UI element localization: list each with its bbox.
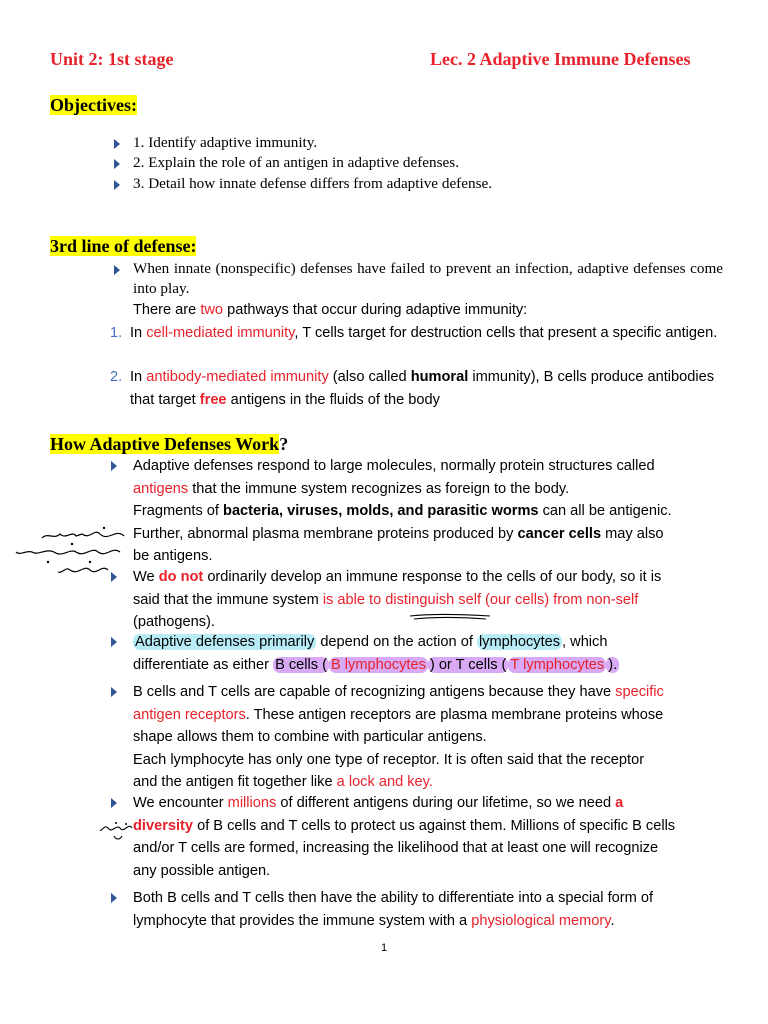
bullet-line <box>133 455 655 478</box>
bullet-icon <box>111 893 117 903</box>
objective-item: 1. Identify adaptive immunity. <box>133 134 318 151</box>
bullet-icon <box>111 461 117 471</box>
bullet-line <box>133 837 658 860</box>
text-segment: differentiate as either <box>133 656 274 673</box>
text-segment: (pathogens). <box>133 614 215 630</box>
text-segment: ordinarily develop an immune response to the cells of our body, so it is <box>203 569 662 585</box>
text-segment: (also called <box>328 369 411 385</box>
bullet-line <box>133 478 569 501</box>
objectives-heading: Objectives: <box>50 95 137 115</box>
text-segment: antigens <box>133 480 189 497</box>
text-segment: free <box>199 391 227 408</box>
text-segment: . These antigen receptors are plasma membrane proteins whose <box>245 706 664 723</box>
text-segment: be antigens. <box>133 548 213 564</box>
text-segment: cancer cells <box>517 525 602 542</box>
text-segment: pathways that occur during adaptive immunity: <box>223 302 528 318</box>
bullet-icon <box>114 180 120 190</box>
text-segment: antibody-mediated immunity <box>146 369 329 385</box>
bullet-icon <box>111 687 117 697</box>
bullet-line <box>133 566 661 589</box>
text-segment: a <box>615 795 624 811</box>
handwritten-underline <box>408 613 492 621</box>
bullet-line <box>133 726 487 749</box>
text-segment: ). <box>608 656 618 673</box>
objective-item: 3. Detail how innate defense differs from adaptive defense. <box>133 175 493 192</box>
text-segment: millions <box>227 795 277 811</box>
text-segment: humoral <box>410 369 469 385</box>
third-line-heading: 3rd line of defense: <box>50 236 197 256</box>
text-segment: Each lymphocyte has only one type of receptor. It is often said that the receptor <box>133 751 645 768</box>
pathways-sentence <box>133 299 527 322</box>
text-segment: can all be antigenic. <box>538 503 672 519</box>
text-segment: B cells and T cells are capable of recognizing antigens because they have <box>133 684 616 700</box>
text-segment: and the antigen fit together like <box>133 774 337 790</box>
text-segment: specific <box>615 684 664 700</box>
pathway-item <box>130 366 728 411</box>
text-segment: said that the immune system <box>133 591 323 608</box>
text-segment: diversity <box>133 817 194 834</box>
text-segment: may also <box>601 525 664 542</box>
third-line-intro: When innate (nonspecific) defenses have failed to prevent an infection, adaptive defenses come into play. <box>133 260 723 297</box>
text-segment: We <box>133 569 159 585</box>
bullet-line <box>133 500 672 523</box>
text-segment: We encounter <box>133 795 228 811</box>
text-segment: B lymphocytes <box>331 656 426 673</box>
text-segment: bacteria, viruses, molds, and parasitic worms <box>223 503 539 519</box>
text-segment: antigens in the fluids of the body <box>226 391 440 408</box>
text-segment: T lymphocytes <box>510 656 605 673</box>
bullet-line <box>133 631 607 654</box>
text-segment: a lock and key. <box>336 774 433 790</box>
text-segment: B cells ( <box>275 656 327 673</box>
text-segment: In <box>130 369 147 385</box>
bullet-line <box>133 815 675 838</box>
text-segment: of B cells and T cells to protect us against them. Millions of specific B cells <box>193 817 676 834</box>
text-segment: physiological memory <box>471 912 611 929</box>
text-segment: Adaptive defenses primarily <box>135 634 315 650</box>
text-segment: Further, abnormal plasma membrane proteins produced by <box>133 525 518 542</box>
bullet-line <box>133 545 213 568</box>
text-segment: is able to distinguish self (our cells) from non-self <box>322 591 639 608</box>
text-segment: . <box>610 912 615 929</box>
text-segment: Fragments of <box>133 503 224 519</box>
text-segment: immunity), B cells produce antibodies that target <box>130 369 715 408</box>
text-segment: Adaptive defenses respond to large molecules, normally protein structures called <box>133 458 655 474</box>
bullet-line <box>133 771 433 794</box>
text-segment: , T cells target for destruction cells that present a specific antigen. <box>294 325 718 341</box>
text-segment: that the immune system recognizes as foreign to the body. <box>188 480 570 497</box>
bullet-line <box>133 704 663 727</box>
text-segment: Both B cells and T cells then have the ability to differentiate into a special form of <box>133 890 654 906</box>
text-segment: lymphocyte that provides the immune system with a <box>133 912 472 929</box>
how-adaptive-heading: How Adaptive Defenses Work? <box>50 434 289 454</box>
text-segment: of different antigens during our lifetime, so we need <box>276 795 616 811</box>
text-segment: There are <box>133 302 201 318</box>
bullet-line <box>133 681 664 704</box>
text-segment: ) or T cells ( <box>429 656 507 673</box>
list-number: 2. <box>110 369 123 385</box>
list-number: 1. <box>110 325 123 341</box>
unit-label: Unit 2: 1st stage <box>50 49 174 69</box>
bullet-line <box>133 654 619 677</box>
text-segment: cell-mediated immunity <box>146 325 295 341</box>
text-segment: and/or T cells are formed, increasing the likelihood that at least one will recognize <box>133 840 659 856</box>
bullet-line <box>133 792 623 815</box>
bullet-line <box>133 589 638 612</box>
text-segment: depend on the action of <box>316 634 477 650</box>
lecture-title: Lec. 2 Adaptive Immune Defenses <box>430 49 691 69</box>
bullet-icon <box>111 798 117 808</box>
handwritten-note-diversity <box>98 820 136 842</box>
bullet-line <box>133 887 653 910</box>
bullet-icon <box>114 265 120 275</box>
text-segment: lymphocytes <box>478 634 561 650</box>
page-number: 1 <box>380 942 388 954</box>
text-segment: two <box>200 302 224 318</box>
bullet-icon <box>114 159 120 169</box>
text-segment: shape allows them to combine with particular antigens. <box>133 729 487 745</box>
text-segment: any possible antigen. <box>133 862 271 879</box>
bullet-line <box>133 910 615 933</box>
text-segment: antigen receptors <box>133 706 246 723</box>
text-segment: do not <box>158 569 204 585</box>
objective-item: 2. Explain the role of an antigen in adaptive defenses. <box>133 154 459 171</box>
handwritten-note-self-recognition <box>12 522 132 584</box>
bullet-line <box>133 749 644 772</box>
text-segment: , which <box>562 634 608 650</box>
bullet-icon <box>111 637 117 647</box>
text-segment: In <box>130 325 147 341</box>
bullet-icon <box>114 139 120 149</box>
bullet-line <box>133 523 664 546</box>
pathway-item <box>130 322 728 345</box>
bullet-line <box>133 860 270 883</box>
